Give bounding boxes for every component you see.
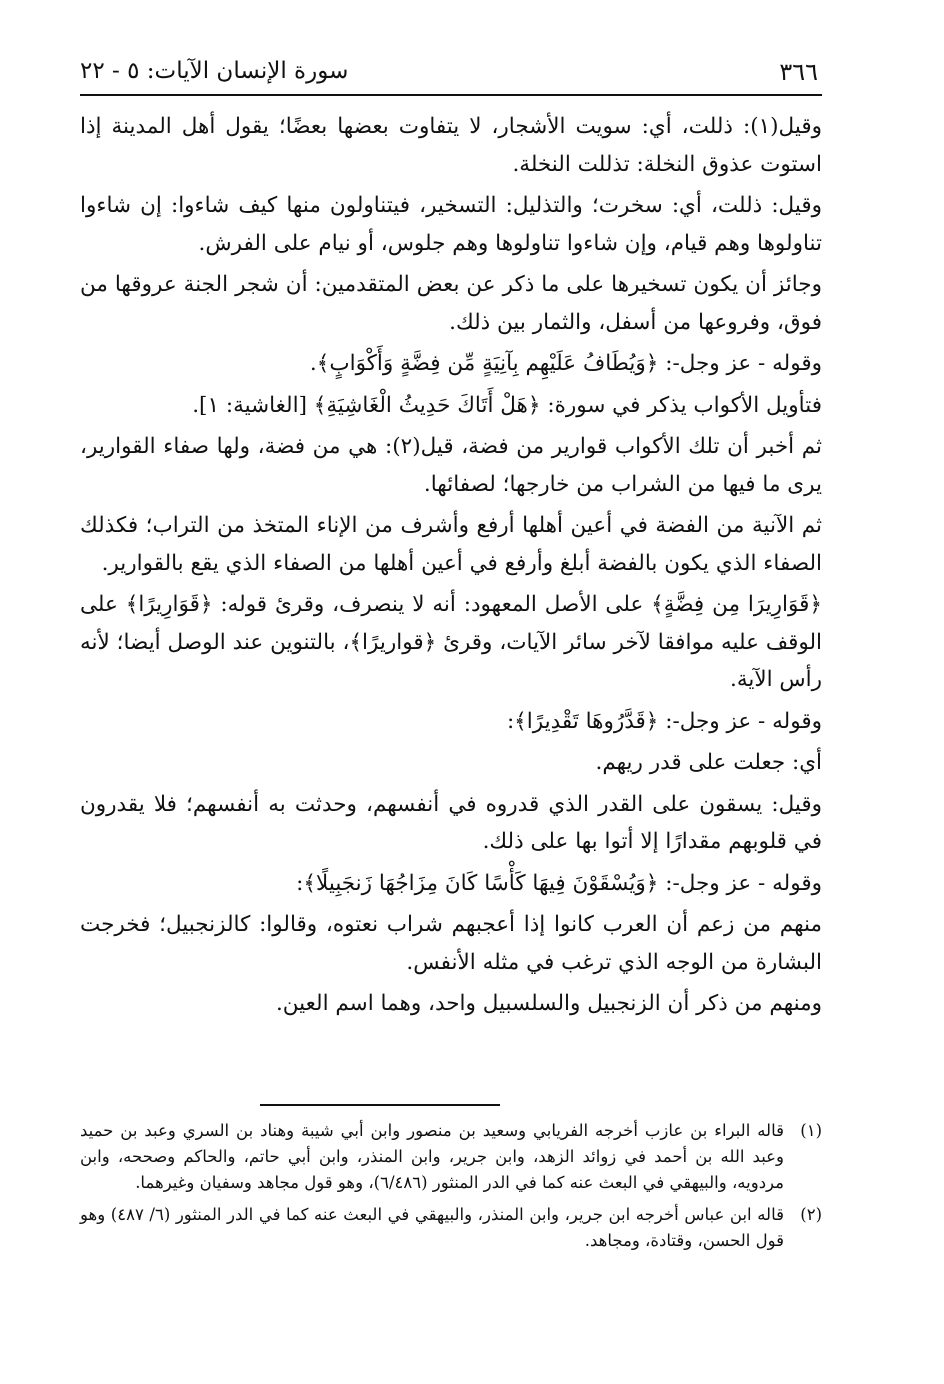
paragraph: وقوله - عز وجل-: ﴿وَيُطَافُ عَلَيْهِم بِآنِيَةٍ مِّن فِضَّةٍ وَأَكْوَابٍ﴾. [309, 351, 822, 376]
paragraph: وقوله - عز وجل-: ﴿وَيُسْقَوْنَ فِيهَا كَأْسًا كَانَ مِزَاجُهَا زَنجَبِيلًا﴾: [296, 870, 822, 896]
book-page [80, 0, 822, 1384]
main-text [80, 108, 822, 1027]
paragraph: وقيل: ذللت، أي: سخرت؛ والتذليل: التسخير، فيتناولون منها كيف شاءوا: إن شاءوا تناولوها وهم قيام، وإن شاءوا تناولوها وهم جلوس، أو نيام على الفرش. [80, 193, 822, 256]
page-number: ٣٦٦ [779, 58, 818, 86]
paragraph: وقوله - عز وجل-: ﴿قَدَّرُوهَا تَقْدِيرًا﴾: [506, 708, 822, 734]
paragraph: منهم من زعم أن العرب كانوا إذا أعجبهم شراب نعتوه، وقالوا: كالزنجبيل؛ فخرجت البشارة من الوجه الذي ترغب في مثله الأنفس. [80, 912, 822, 975]
paragraph: وقيل: يسقون على القدر الذي قدروه في أنفسهم، وحدثت به أنفسهم؛ فلا يقدرون في قلوبهم مقدارًا إلا أتوا بها على ذلك. [80, 791, 822, 854]
running-title: سورة الإنسان الآيات: ٥ - ٢٢ [80, 58, 349, 84]
paragraph: ثم أخبر أن تلك الأكواب قوارير من فضة، قيل(٢): هي من فضة، ولها صفاء القوارير، يرى ما فيها من الشراب من خارجها؛ لصفائها. [80, 434, 822, 497]
paragraph: ومنهم من ذكر أن الزنجبيل والسلسبيل واحد، وهما اسم العين. [275, 991, 822, 1016]
footnote-text: قاله ابن عباس أخرجه ابن جرير، وابن المنذر، والبيهقي في البعث عنه كما في الدر المنثور (٦/ ٤٨٧) وهو قول الحسن، وقتادة، ومجاهد. [80, 1205, 784, 1250]
paragraph: وقيل(١): ذللت، أي: سويت الأشجار، لا يتفاوت بعضها بعضًا؛ يقول أهل المدينة إذا استوت عذوق النخلة: تذللت النخلة. [80, 114, 822, 177]
paragraph: أي: جعلت على قدر ريهم. [595, 750, 822, 775]
footnote-rule [260, 1104, 500, 1106]
paragraph: وجائز أن يكون تسخيرها على ما ذكر عن بعض المتقدمين: أن شجر الجنة عروقها من فوق، وفروعها من أسفل، والثمار بين ذلك. [80, 272, 822, 335]
footnote [80, 1118, 822, 1196]
footnotes [80, 1118, 822, 1260]
footnote-text: قاله البراء بن عازب أخرجه الفريابي وسعيد بن منصور وابن أبي شيبة وهناد بن السري وعبد بن حميد وعبد الله بن أحمد في زوائد الزهد، وابن جرير، وابن المنذر، وابن أبي حاتم، والحاكم وصححه، وابن مردويه، والبيهقي في البعث عنه كما في الدر المنثور (٦/٤٨٦)، وهو قول مجاهد وسفيان وغيرهما. [80, 1121, 784, 1192]
footnote-number: (٢) [800, 1205, 822, 1224]
paragraph: ﴿قَوَارِيرَا مِن فِضَّةٍ﴾ على الأصل المعهود: أنه لا ينصرف، وقرئ قوله: ﴿قَوَارِيرًا﴾ على الوقف عليه موافقا لآخر سائر الآيات، وقرئ ﴿قواريرًا﴾، بالتنوين عند الوصل أيضا؛ لأنه رأس الآية. [80, 592, 822, 692]
footnote-number: (١) [800, 1121, 822, 1140]
header-rule [80, 94, 822, 96]
paragraph: ثم الآنية من الفضة في أعين أهلها أرفع وأشرف من الإناء المتخذ من التراب؛ فكذلك الصفاء الذي يكون بالفضة أبلغ وأرفع في أعين أهلها من الصفاء الذي يقع بالقوارير. [80, 513, 822, 576]
paragraph: فتأويل الأكواب يذكر في سورة: ﴿هَلْ أَتَاكَ حَدِيثُ الْغَاشِيَةِ﴾ [الغاشية: ١]. [192, 392, 822, 418]
footnote [80, 1202, 822, 1254]
page-header [80, 52, 822, 96]
